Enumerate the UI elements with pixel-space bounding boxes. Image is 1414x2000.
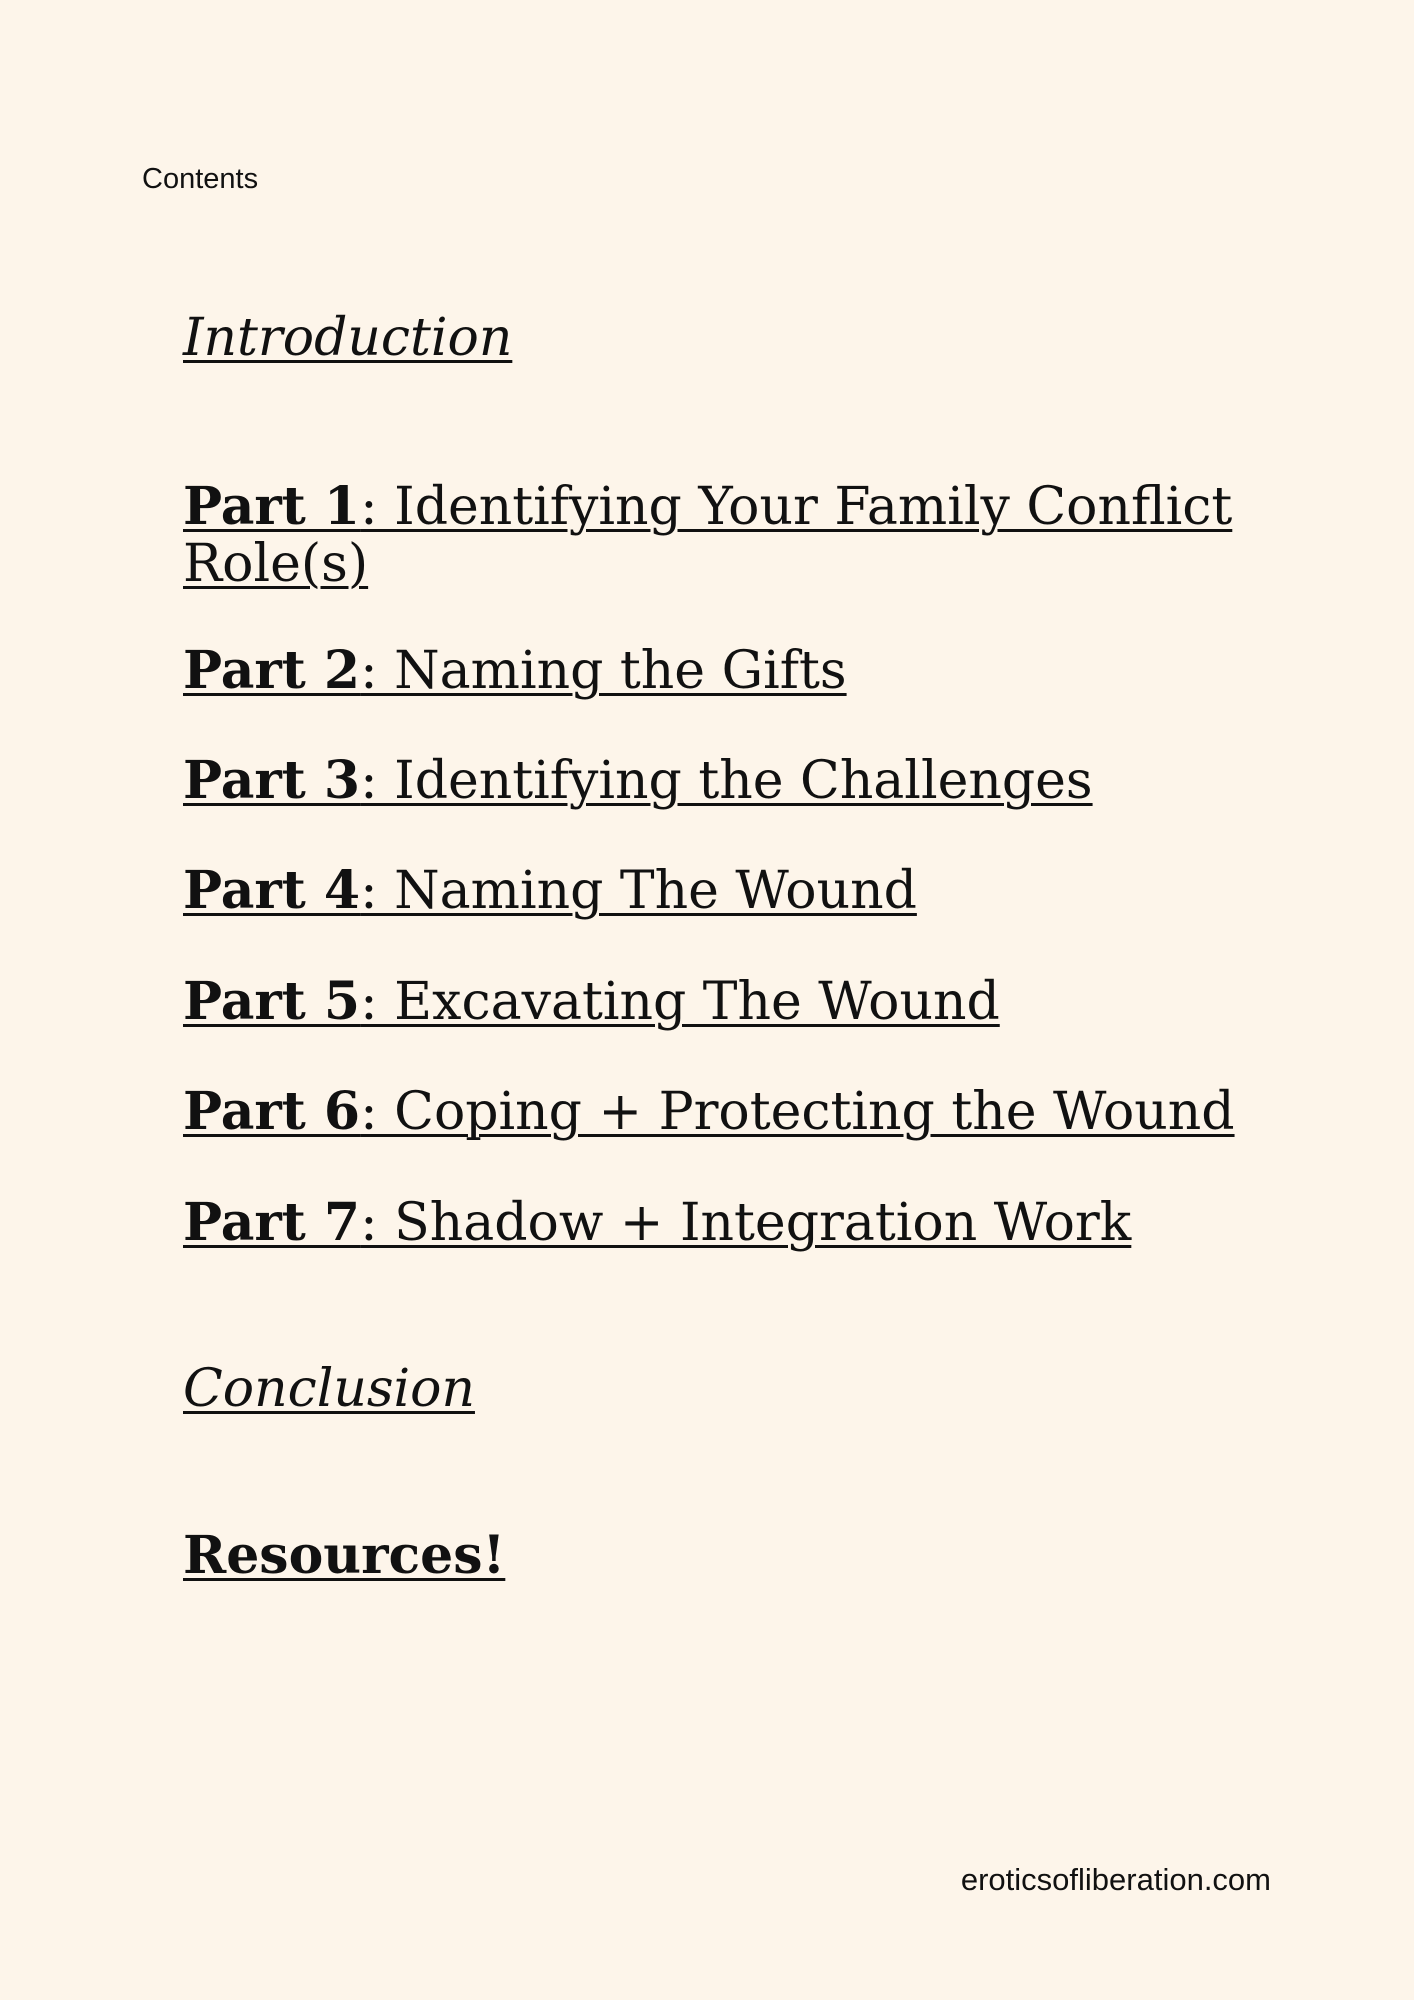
toc-link-part-1[interactable] (183, 478, 1263, 593)
part-title: : Naming the Gifts (360, 641, 847, 701)
part-title: : Shadow + Integration Work (360, 1193, 1132, 1253)
page-heading: Contents (142, 163, 259, 195)
part-title: : Coping + Protecting the Wound (360, 1082, 1235, 1142)
toc-link-part-2[interactable] (183, 642, 1263, 700)
part-label: Part 1 (183, 476, 361, 537)
toc-link-part-7[interactable] (183, 1194, 1263, 1252)
part-label: Part 7 (183, 1192, 361, 1253)
toc-link-part-3[interactable] (183, 752, 1263, 810)
part-label: Part 2 (183, 640, 361, 701)
part-title: : Naming The Wound (360, 861, 917, 921)
part-label: Part 5 (183, 971, 361, 1032)
part-title: : Excavating The Wound (360, 972, 1000, 1032)
toc-link-introduction[interactable]: Introduction (183, 308, 513, 368)
part-label: Part 4 (183, 860, 361, 921)
toc-link-part-6[interactable] (183, 1083, 1263, 1141)
toc-link-part-4[interactable] (183, 862, 1263, 920)
footer-website-url: eroticsofliberation.com (960, 1862, 1271, 1897)
part-title: : Identifying the Challenges (360, 751, 1093, 811)
part-label: Part 6 (183, 1081, 361, 1142)
toc-link-resources[interactable]: Resources! (183, 1525, 506, 1586)
toc-link-conclusion[interactable]: Conclusion (183, 1359, 475, 1419)
part-title: : Identifying Your Family Conflict Role(s) (183, 477, 1233, 594)
part-label: Part 3 (183, 750, 361, 811)
toc-link-part-5[interactable] (183, 973, 1263, 1031)
